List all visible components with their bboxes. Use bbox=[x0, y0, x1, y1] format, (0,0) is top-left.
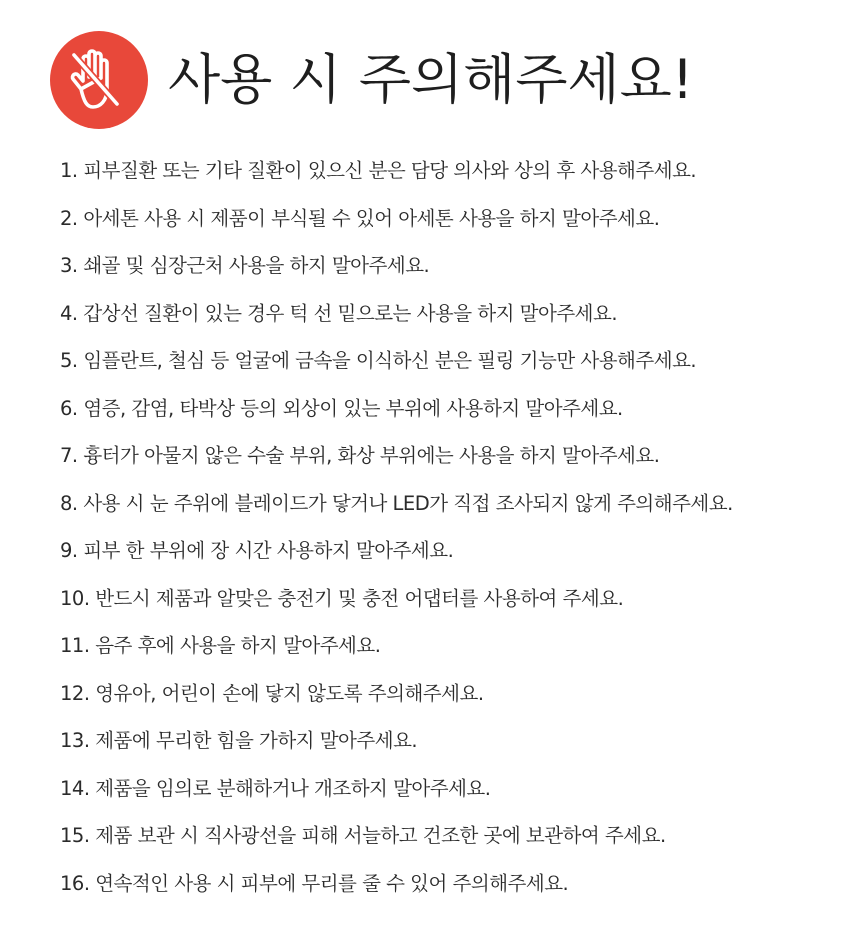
item-number: 16. bbox=[60, 871, 90, 895]
item-text: 피부 한 부위에 장 시간 사용하지 말아주세요. bbox=[83, 539, 454, 562]
list-item bbox=[60, 674, 855, 722]
item-number: 12. bbox=[60, 681, 90, 705]
list-item bbox=[60, 294, 855, 342]
list-item bbox=[60, 531, 855, 579]
item-number: 1. bbox=[60, 159, 78, 182]
item-number: 15. bbox=[60, 824, 90, 847]
list-item bbox=[60, 721, 855, 769]
item-number: 11. bbox=[60, 634, 90, 657]
item-text: 피부질환 또는 기타 질환이 있으신 분은 담당 의사와 상의 후 사용해주세요. bbox=[83, 159, 697, 182]
item-number: 3. bbox=[60, 254, 78, 277]
item-text: 영유아, 어린이 손에 닿지 않도록 주의해주세요. bbox=[95, 681, 484, 705]
item-number: 7. bbox=[60, 444, 78, 467]
list-item bbox=[60, 484, 855, 532]
item-text: 임플란트, 철심 등 얼굴에 금속을 이식하신 분은 필링 기능만 사용해주세요. bbox=[83, 349, 697, 372]
precautions-list bbox=[60, 151, 855, 911]
item-number: 10. bbox=[60, 586, 90, 610]
item-number: 9. bbox=[60, 539, 78, 562]
item-text: 반드시 제품과 알맞은 충전기 및 충전 어댑터를 사용하여 주세요. bbox=[95, 586, 624, 610]
item-text: 아세톤 사용 시 제품이 부식될 수 있어 아세톤 사용을 하지 말아주세요. bbox=[83, 206, 660, 230]
item-number: 8. bbox=[60, 491, 78, 515]
list-item bbox=[60, 389, 855, 437]
list-item bbox=[60, 579, 855, 627]
list-item bbox=[60, 816, 855, 864]
item-text: 갑상선 질환이 있는 경우 턱 선 밑으로는 사용을 하지 말아주세요. bbox=[83, 301, 618, 325]
item-text: 음주 후에 사용을 하지 말아주세요. bbox=[95, 634, 381, 657]
item-text: 쇄골 및 심장근처 사용을 하지 말아주세요. bbox=[83, 254, 430, 277]
item-number: 6. bbox=[60, 396, 78, 420]
item-text: 제품을 임의로 분해하거나 개조하지 말아주세요. bbox=[95, 776, 491, 800]
item-text: 연속적인 사용 시 피부에 무리를 줄 수 있어 주의해주세요. bbox=[95, 871, 569, 895]
list-item bbox=[60, 199, 855, 247]
list-item bbox=[60, 626, 855, 674]
stop-hand-icon bbox=[50, 31, 148, 129]
list-item bbox=[60, 151, 855, 199]
item-text: 사용 시 눈 주위에 블레이드가 닿거나 LED가 직접 조사되지 않게 주의해주세요. bbox=[83, 491, 733, 515]
list-item bbox=[60, 341, 855, 389]
item-number: 5. bbox=[60, 349, 78, 372]
item-text: 제품에 무리한 힘을 가하지 말아주세요. bbox=[95, 729, 418, 752]
item-number: 14. bbox=[60, 776, 90, 800]
item-text: 염증, 감염, 타박상 등의 외상이 있는 부위에 사용하지 말아주세요. bbox=[83, 396, 623, 420]
item-text: 흉터가 아물지 않은 수술 부위, 화상 부위에는 사용을 하지 말아주세요. bbox=[83, 444, 660, 467]
list-item bbox=[60, 769, 855, 817]
list-item bbox=[60, 864, 855, 912]
item-text: 제품 보관 시 직사광선을 피해 서늘하고 건조한 곳에 보관하여 주세요. bbox=[95, 824, 666, 847]
item-number: 4. bbox=[60, 301, 78, 325]
item-number: 2. bbox=[60, 206, 78, 230]
page-title: 사용 시 주의해주세요! bbox=[168, 48, 694, 111]
header bbox=[50, 30, 693, 130]
list-item bbox=[60, 246, 855, 294]
list-item bbox=[60, 436, 855, 484]
item-number: 13. bbox=[60, 729, 90, 752]
